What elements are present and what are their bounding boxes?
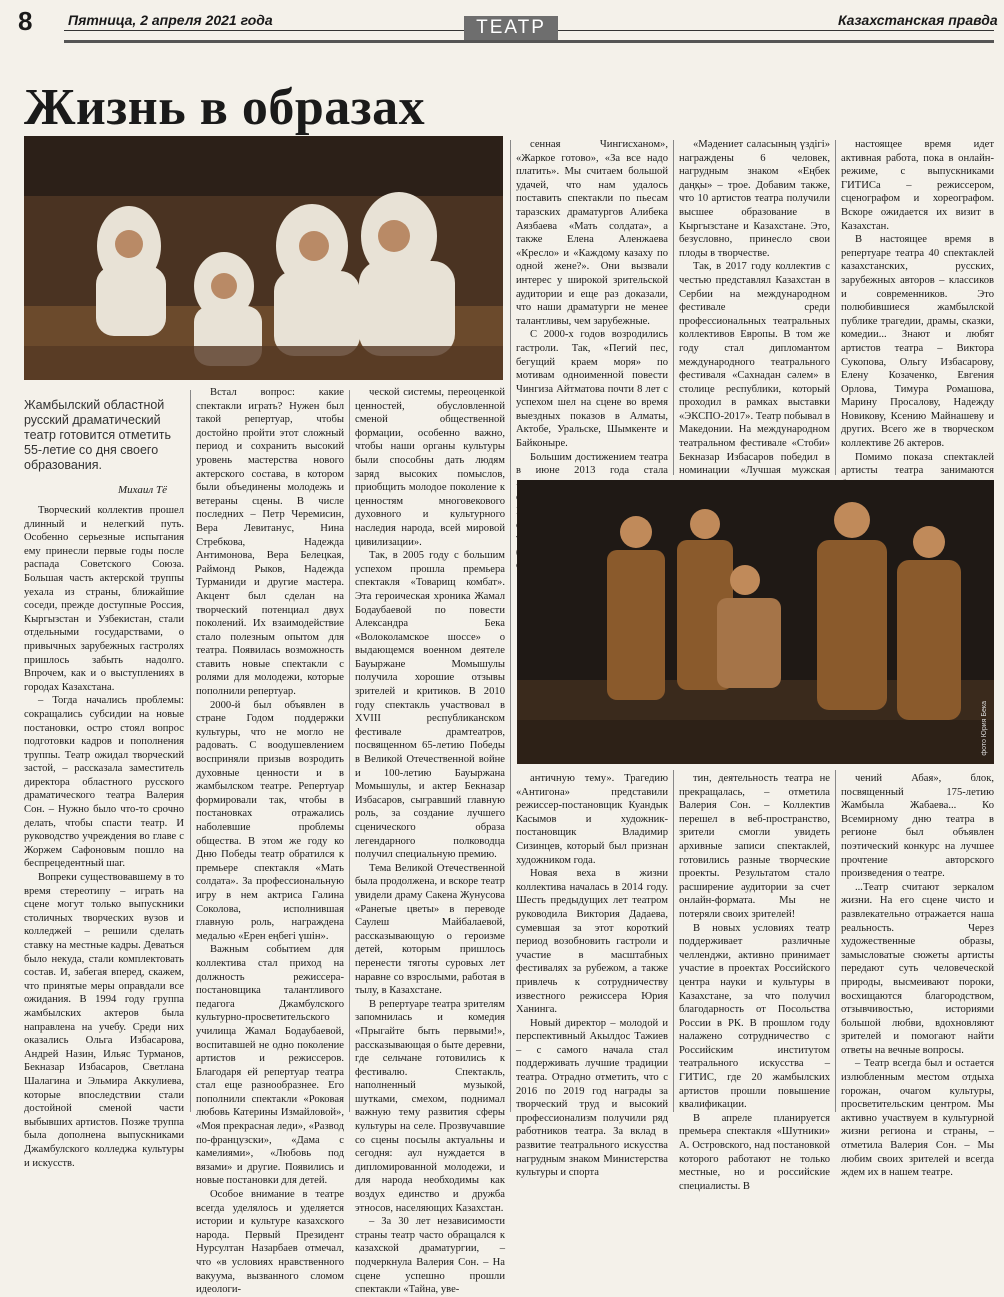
- paragraph: Встал вопрос: какие спектакли играть? Нужен был такой репертуар, чтобы достойно пройти этот сложный период и сохранить высокий уровень мастерства нового актерского состава, в котором были объединены молодежь и ветераны сцены. В числе последних – Петр Черемисин, Вера Левитанус, Нина Стребкова, Надежда Антимонова, Вера Белецкая, Раймонд Рыков, Надежда Турманиди и другие мастера. Акцент был сделан на творческий потенциал двух поколений. Их взаимодействие стало полезным опытом для театра. Появилась возможность ставить новые спектакли с ролями для молодежи, которые пополнили репертуар.: [196, 387, 344, 698]
- photo-caption: Жамбылский областной русский драматический театр готовится отметить 55-летие со дня своего образования.: [24, 398, 172, 472]
- header-rule-thick: [64, 40, 994, 43]
- text-column-2: [196, 386, 344, 1296]
- actresses-illustration: [24, 136, 503, 380]
- column-divider: [673, 770, 674, 1112]
- text-column-1: [24, 504, 184, 1169]
- paragraph: Вопреки существовавшему в то время стереотипу – играть на сцене могут только выпускники столичных творческих вузов и колледжей – решили сделать ставку на местные кадры. Деваться было некуда, стали комплектовать состав. И, забегая вперед, скажем, что принятые меры оправдали все ожидания. В 1994 году группа жамбылских актеров была направлена на учебу. Среди них оказались Ольга Избасарова, Андрей Назин, Ильяс Турманов, Бекназар Избасаров, Светлана Шалагина и Эльмира Аккулиева, которые впоследствии стали достойной сменой части выбывших артистов. Позже труппа была дополнена выпускниками Джамбулского колледжа культуры и искусств.: [24, 872, 184, 1169]
- paragraph: – За 30 лет независимости страны театр часто обращался к казахской драматургии, – подчеркнула Валерия Сон. – На сцене успешно прошли спектакли «Тайна, уве-: [355, 1216, 505, 1296]
- paragraph: «Мәдениет саласының үздігі» награждены 6 человек, нагрудным знаком «Еңбек даңқы» – трое. Добавим также, что 10 артистов театра получили высшее образование в Кыргызстане и Казахстане. Это, безусловно, принесло свои плоды в творчестве.: [679, 139, 830, 259]
- newspaper-name: Казахстанская правда: [838, 12, 998, 28]
- page-header: [0, 0, 1004, 42]
- paragraph: тин, деятельность театра не прекращалась, – отметила Валерия Сон. – Коллектив перешел в веб-пространство, зрители смогли увидеть архивные записи спектаклей, готовились разные творческие проекты. Результатом стало расширение аудитории за счет онлайн-формата. Мы не потеряли своих зрителей!: [679, 773, 830, 920]
- paragraph: Новая веха в жизни коллектива началась в 2014 году. Шесть предыдущих лет театром руководила Виктория Дадаева, сумевшая за этот короткий период возобновить гастроли и участие в масштабных фестивалях за рубежом, а также привлечь к сотрудничеству известного режиссера Юрия Ханинга.: [516, 868, 668, 1016]
- paragraph: – Театр всегда был и остается излюбленным местом отдыха горожан, очагом культуры, просветительским центром. Мы активно участвуем в культурной жизни региона и страны, – отметила Валерия Сон. – Мы любим своих зрителей и всегда ждем их в нашем театре.: [841, 1058, 994, 1179]
- column-divider: [835, 140, 836, 475]
- article-author: Михаил Тё: [118, 484, 167, 496]
- paragraph: Особое внимание в театре всегда уделялось и уделяется истории и культуре казахского народа. Первый Президент Нурсултан Назарбаев отмечал, что «в условиях нравственного вакуума, вызванного сломом идеологи-: [196, 1189, 344, 1296]
- stage-photo-soldiers: [517, 480, 994, 764]
- column-divider: [673, 140, 674, 475]
- text-column-4-bottom: [516, 772, 668, 1179]
- paragraph: В репертуаре театра зрителям запомнилась и комедия «Прыгайте быть первыми!», рассказывающая о быте деревни, где сельчане готовились к фестивалю. Спектакль, наполненный музыкой, шутками, смехом, поднимал важную тему развития сферы культуры на селе. Прозвучавшие со сцены посылы актуальны и сегодня: аул нуждается в дипломированной молодежи, и для народа необходимы как воздух единство и дружба этносов, населяющих Казахстан.: [355, 998, 505, 1214]
- paragraph: Помимо показа спектаклей артисты театра занимаются: [841, 451, 994, 477]
- column-divider: [349, 390, 350, 1112]
- paragraph: античную тему». Трагедию «Антигона» представили режиссер-постановщик Куандык Касымов и художник-постановщик Владимир Сизинцев, который был признан художником года.: [516, 773, 668, 866]
- paragraph: Так, в 2017 году коллектив с честью представлял Казахстан в Сербии на международном фестивале среди профессиональных театральных коллективов Европы. В том же году стал дипломантом международного театрального фестиваля «Сахнадан сәлем» в столице республики, который проходил в рамках выставки «ЭКСПО-2017». Театр побывал в Македонии. На международном театральном фестивале «Стоби» Бекназар Избасаров победил в номинации «Лучшая мужская: [679, 261, 830, 477]
- column-divider: [835, 770, 836, 1112]
- paragraph: настоящее время идет активная работа, пока в онлайн-режиме, с выпускниками ГИТИСа – режиссером, сценографом и хореографом. Вскоре ожидается их визит в Казахстан.: [841, 139, 994, 232]
- soldiers-illustration: [517, 480, 994, 764]
- paragraph: Творческий коллектив прошел длинный и нелегкий путь. Особенно серьезные испытания ему принесли первые годы после распада Советского Союза. Большая часть актерской труппы уехала из страны, ближайшие соседи, прежде доступные Россия, Кыргызстан и Узбекистан, стали отдельными государствами, о привычных зарубежных гастролях пришлось забыть надолго. Впрочем, как и о выступлениях в городах Казахстана.: [24, 505, 184, 693]
- issue-date: Пятница, 2 апреля 2021 года: [68, 12, 273, 28]
- paragraph: – Тогда начались проблемы: сокращались субсидии на новые постановки, остро стоял вопрос подготовки кадров и пополнения труппы. Театр ожидал творческий застой, – рассказала заместитель директора областного русского драматического театра Валерия Сон. – Нужно было что-то срочно делать, чтобы спасти театр. И руководство учреждения во главе с Жоржем Сафоновым пошло на беспрецедентный шаг.: [24, 695, 184, 870]
- page-number: 8: [18, 6, 33, 36]
- text-column-6-bottom: [841, 772, 994, 1179]
- paragraph: В апреле планируется премьера спектакля «Шутники» А. Островского, над постановкой которого работают не только местные, но и российские специалисты. В: [679, 1112, 830, 1192]
- photo-credit: фото Юрия Бека: [981, 701, 988, 756]
- paragraph: В новых условиях театр поддерживает различные челленджи, активно принимает участие в проектах Российского центра науки и культуры в Казахстане, за что получил благодарность от Посольства России в РК. В прошлом году налажено сотрудничество с Российским институтом театрального искусства – ГИТИС, где 20 жамбылских артистов прошли повышение квалификации.: [679, 922, 830, 1111]
- paragraph: сенная Чингисханом», «Жаркое готово», «За все надо платить». Мы считаем большой удачей, что нам удалось поставить спектакли по пьесам таразских драматургов Алибека Аязбаева «Мать солдата», а также Елена Аленжаева «Кресло» и «Каждому казаху по одной жене?». Они вызвали интерес у широкой зрительской аудитории и еще раз доказали, что наши драматурги не менее талантливы, чем зарубежные.: [516, 139, 668, 327]
- paragraph: ...Театр считают зеркалом жизни. На его сцене чисто и развлекательно отражается наша реальность. Через художественные образы, замысловатые сюжеты артисты передают суть человеческой природы, высмеивают пороки, восхищаются благородством, отзывчивостью, историями большой любви, вдохновляют зрителей и помогают найти ответы на вечные вопросы.: [841, 881, 994, 1056]
- text-column-6: [841, 138, 994, 477]
- column-divider: [190, 390, 191, 1112]
- paragraph: В настоящее время в репертуаре театра 40 спектаклей казахстанских, русских, зарубежных авторов – классиков и современников. Это полюбившиеся жамбылской публике трагедии, драмы, сказки, комедии... Знают и любят артистов театра – Виктора Сукопова, Ольгу Избасарову, Елену Козаченко, Евгения Орлова, Тимура Ромашова, Марину Просалову, Надежду Новикову, Ксению Майнашеву и других. Всего же в творческом коллективе 26 актеров.: [841, 234, 994, 450]
- section-label: ТЕАТР: [464, 16, 558, 40]
- paragraph: Важным событием для коллектива стал приход на должность режиссера-постановщика талантливого педагога Джамбулского культурно-просветительского училища Жамал Бодаубаевой, воспитавшей не одно поколение артистов и режиссеров. Благодаря ей репертуар театра стал еще разнообразнее. Его пополнили спектакли «Роковая любовь Катерины Измайловой», «Моя прекрасная леди», «Развод по-французски», «Дама с камелиями», «Любовь под вязами» и другие. Появились и новые постановки для детей.: [196, 944, 344, 1187]
- text-column-5: [679, 138, 830, 477]
- paragraph: Так, в 2005 году с большим успехом прошла премьера спектакля «Товарищ комбат». Эта героическая хроника Жамал Бодаубаевой по повести Александра Бека «Волоколамское шоссе» о выдающемся военном деятеле Бауыржане Момышулы получила хорошие отзывы зрителей и критиков. В 2010 году спектакль участвовал в XVIII республиканском фестивале драмтеатров, посвященном 65-летию Победы в Великой Отечественной войне и 100-летию Бауыржана Момышулы, и актер Бекназар Избасаров, сыгравший главную роль, за создание лучшего сценического образа легендарного полководца получил специальную премию.: [355, 550, 505, 861]
- text-column-5-bottom: [679, 772, 830, 1192]
- column-divider: [510, 140, 511, 1112]
- text-column-4: [516, 138, 668, 477]
- paragraph: Тема Великой Отечественной была продолжена, и вскоре театр увидели драму Сакена Жунусова «Ранеrые цветы» в переводе Саулеш Майбалаевой, рассказывающую о героизме детей, которым пришлось перенести тяготы суровых лет наравне со взрослыми, работая в тылу, в Казахстане.: [355, 862, 505, 997]
- stage-photo-actresses: [24, 136, 503, 380]
- text-column-3: [355, 386, 505, 1296]
- paragraph: Большим достижением театра в июне 2013 года стала: [516, 451, 668, 477]
- paragraph: чений Абая», блок, посвященный 175-летию Жамбыла Жабаева... Ко Всемирному дню театра в регионе был объявлен поэтический конкурс на лучшее прочтение авторского произведения о театре.: [841, 773, 994, 880]
- paragraph: С 2000-х годов возродились гастроли. Так, «Пегий пес, бегущий краем моря» по мотивам одноименной повести Чингиза Айтматова почти 8 лет с успехом шел на сцене во время выездных показов в Алматы, Актобе, Уральске, Шымкенте и Байконыре.: [516, 329, 668, 450]
- paragraph: 2000-й был объявлен в стране Годом поддержки культуры, что не могло не радовать. С воодушевлением восприняли призыв возродить духовные ценности и в жамбылском театре. Репертуар формировали так, чтобы в постановках отражались наболевшие проблемы общества. В этом же году ко Дню Победы театр обратился к премьере спектакля «Мать солдата». За профессиональную игру в нем актриса Галина Соколова, исполнившая главную роль, награждена медалью «Ерен еңбегі үшін».: [196, 699, 344, 942]
- paragraph: ческой системы, переоценкой ценностей, обусловленной сменой общественной формации, особенно важно, чтобы наши органы культуры были способны дать людям заряд высоких помыслов, приобщить молодое поколение к ценностям многовекового духовного и культурного наследия народа, всей мировой цивилизации».: [355, 387, 505, 548]
- paragraph: Новый директор – молодой и перспективный Акылдос Тажиев – с самого начала стал поддерживать лучшие традиции театра. Отрадно отметить, что с 2016 по 2019 год награды за творческий труд и высокий профессионализм получили ряд работников театра. За вклад в развитие театрального искусства нагрудным знаком Министерства культуры и спорта: [516, 1017, 668, 1179]
- article-headline: Жизнь в образах: [24, 79, 426, 136]
